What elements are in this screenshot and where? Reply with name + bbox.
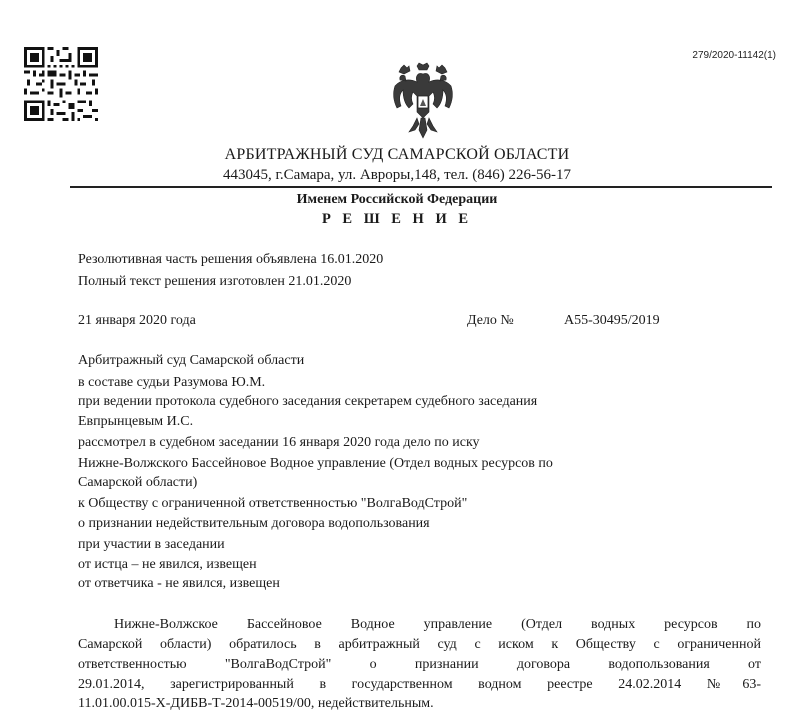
full-text-date: Полный текст решения изготовлен 21.01.2020	[78, 274, 352, 289]
composition-line: при участии в заседании	[78, 537, 225, 552]
composition-line: к Обществу с ограниченной ответственностью "ВолгаВодСтрой"	[78, 496, 468, 511]
case-label: Дело №	[467, 313, 514, 328]
composition-line: о признании недействительным договора водопользования	[78, 516, 430, 531]
body-paragraph-line: 29.01.2014, зарегистрированный в государственном водном реестре 24.02.2014 №63-	[78, 677, 761, 692]
decision-title: Р Е Ш Е Н И Е	[321, 211, 473, 227]
body-paragraph-line: Самарской области) обратилось в арбитражный суд с иском к Обществу с ограниченной	[78, 637, 761, 652]
operative-part-date: Резолютивная часть решения объявлена 16.01.2020	[78, 252, 384, 267]
coat-of-arms-emblem	[387, 62, 459, 140]
court-name: АРБИТРАЖНЫЙ СУД САМАРСКОЙ ОБЛАСТИ	[224, 146, 570, 163]
composition-line: в составе судьи Разумова Ю.М.	[78, 375, 266, 390]
composition-line: Арбитражный суд Самарской области	[78, 353, 305, 368]
composition-line: Нижне-Волжского Бассейновое Водное управление (Отдел водных ресурсов по	[78, 456, 553, 471]
composition-line: рассмотрел в судебном заседании 16 января 2020 года дело по иску	[78, 435, 480, 450]
body-paragraph-line: 11.01.00.015-Х-ДИБВ-Т-2014-00519/00, недействительным.	[78, 696, 434, 711]
qr-code	[24, 47, 98, 121]
composition-line: Самарской области)	[78, 475, 198, 490]
composition-line: от ответчика - не явился, извещен	[78, 576, 280, 591]
case-number: А55-30495/2019	[564, 313, 660, 328]
composition-line: Евпрынцевым И.С.	[78, 414, 194, 429]
composition-line: при ведении протокола судебного заседания секретарем судебного заседания	[78, 394, 538, 409]
composition-line: от истца – не явился, извещен	[78, 557, 257, 572]
document-number: 279/2020-11142(1)	[692, 50, 776, 61]
decision-date: 21 января 2020 года	[78, 313, 196, 328]
body-paragraph-line: ответственностью "ВолгаВодСтрой" о признании договора водопользования от	[78, 657, 761, 672]
body-paragraph-line: Нижне-Волжское Бассейновое Водное управление (Отдел водных ресурсов по	[114, 617, 761, 632]
header-divider	[70, 186, 772, 188]
court-address: 443045, г.Самара, ул. Авроры,148, тел. (846) 226-56-17	[222, 167, 572, 183]
in-the-name-heading: Именем Российской Федерации	[296, 192, 498, 207]
